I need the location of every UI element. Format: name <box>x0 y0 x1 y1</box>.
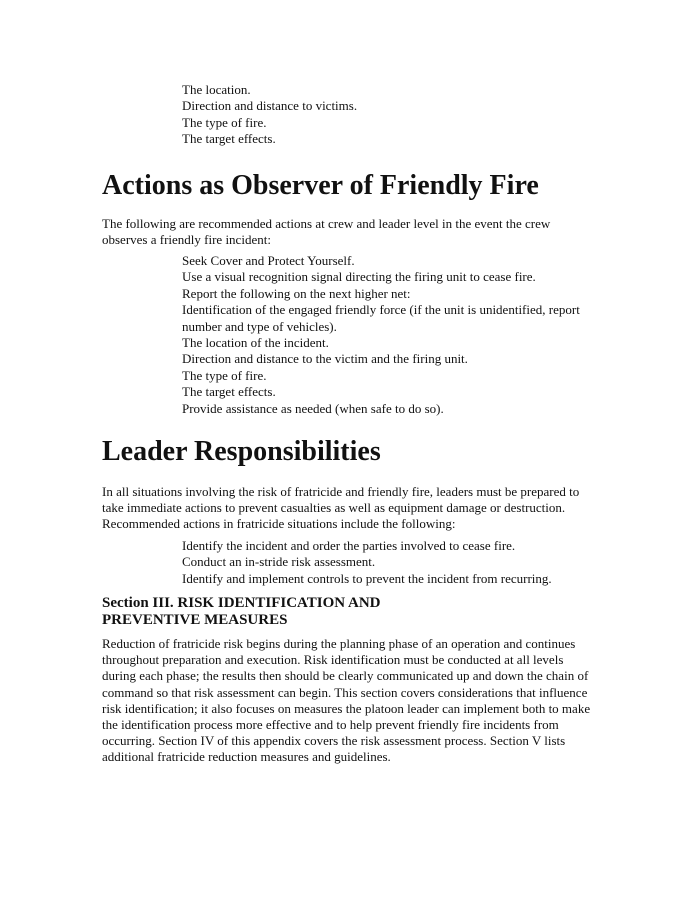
list-item: Direction and distance to the victim and the firing unit. <box>182 351 468 367</box>
list-item: Seek Cover and Protect Yourself. <box>182 253 355 268</box>
list-item: Identify and implement controls to prevent the incident from recurring. <box>182 570 552 586</box>
leader-list <box>182 538 592 587</box>
observer-list <box>182 253 582 417</box>
list-item: Identify the incident and order the parties involved to cease fire. <box>182 538 516 553</box>
list-item: Conduct an in-stride risk assessment. <box>182 554 376 570</box>
leader-intro: In all situations involving the risk of fratricide and friendly fire, leaders must be prepared to take immediate actions to prevent casualties as well as equipment damage or destruction. Recommended actions in fratricide situations include the following: <box>102 484 580 532</box>
list-item: Use a visual recognition signal directing the firing unit to cease fire. <box>182 269 536 285</box>
observer-intro: The following are recommended actions at crew and leader level in the event the crew observes a friendly fire incident: <box>102 216 551 248</box>
leader-heading: Leader Responsibilities <box>102 436 381 467</box>
list-item: The type of fire. <box>182 367 267 383</box>
list-item: The target effects. <box>182 131 276 147</box>
list-item: Provide assistance as needed (when safe to do so). <box>182 400 444 416</box>
list-item: The type of fire. <box>182 114 267 130</box>
list-item: The location of the incident. <box>182 335 329 351</box>
section-three-heading: Section III. RISK IDENTIFICATION AND PREVENTIVE MEASURES <box>102 595 381 628</box>
top-list <box>182 82 602 148</box>
list-item: The target effects. <box>182 384 276 400</box>
observer-heading: Actions as Observer of Friendly Fire <box>102 170 539 201</box>
list-item: Report the following on the next higher net: <box>182 285 411 301</box>
list-item: Identification of the engaged friendly force (if the unit is unidentified, report number and type of vehicles). <box>182 302 580 334</box>
list-item: The location. <box>182 82 251 97</box>
list-item: Direction and distance to victims. <box>182 98 358 114</box>
section-three-body: Reduction of fratricide risk begins during the planning phase of an operation and continues throughout preparation and execution. Risk identification must be conducted at all levels during each phase; the results then should be clearly communicated up and down the chain of command so that risk assessment can begin. This section covers considerations that influence risk identification; it also focuses on measures the platoon leader can implement both to make the identification process more effective and to help prevent friendly fire incidents from occurring. Section IV of this appendix covers the risk assessment process. Section V lists additional fratricide reduction measures and guidelines. <box>102 636 591 765</box>
